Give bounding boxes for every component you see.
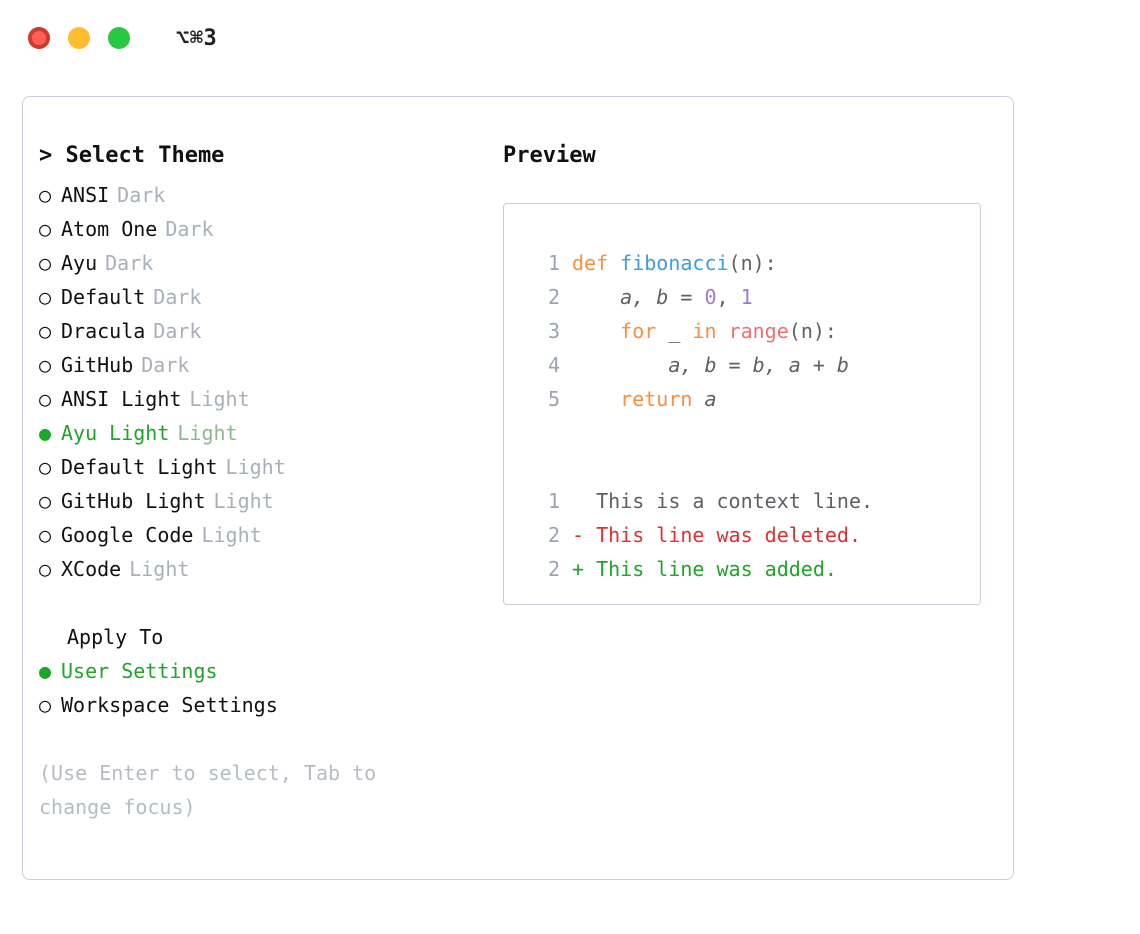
- theme-label: Atom One: [61, 217, 158, 241]
- theme-label: ANSI Light: [61, 387, 182, 411]
- theme-variant: Light: [177, 421, 238, 445]
- radio-icon: ○: [39, 251, 52, 275]
- close-button-icon[interactable]: [28, 27, 50, 49]
- theme-label: ANSI: [61, 183, 110, 207]
- preview-heading: Preview: [503, 143, 596, 168]
- code-line: [526, 314, 980, 348]
- code-token: [572, 382, 620, 416]
- diff-text: This line was deleted.: [584, 523, 861, 547]
- list-item[interactable]: [39, 382, 485, 416]
- code-token: a, b =: [572, 285, 705, 309]
- code-token: [717, 314, 729, 348]
- apply-option-label: Workspace Settings: [61, 693, 278, 717]
- line-number: 3: [547, 319, 560, 343]
- code-token: a: [692, 387, 717, 411]
- theme-label: Ayu: [61, 251, 98, 275]
- theme-variant: Dark: [153, 319, 202, 343]
- code-token: return: [620, 387, 693, 411]
- radio-icon-selected: ●: [39, 659, 52, 683]
- code-token: [572, 314, 620, 348]
- theme-selector-column: [23, 139, 485, 824]
- code-token: fibonacci: [620, 251, 729, 275]
- line-number: 1: [547, 489, 560, 513]
- list-item-selected[interactable]: [39, 654, 485, 688]
- theme-list: [39, 178, 485, 586]
- line-number: 2: [547, 523, 560, 547]
- list-item[interactable]: [39, 212, 485, 246]
- panel-columns: [23, 97, 1013, 824]
- code-token: (n):: [728, 251, 777, 275]
- minimize-button-icon[interactable]: [68, 27, 90, 49]
- line-number: 4: [547, 353, 560, 377]
- theme-variant: Dark: [117, 183, 166, 207]
- diff-line-context: [526, 484, 980, 518]
- code-token: def: [572, 251, 621, 275]
- theme-label: Ayu Light: [61, 421, 170, 445]
- theme-label: Dracula: [61, 319, 146, 343]
- diff-line-added: [526, 552, 980, 586]
- code-line: [526, 382, 980, 416]
- radio-icon: ○: [39, 353, 52, 377]
- radio-icon: ○: [39, 387, 52, 411]
- radio-icon: ○: [39, 489, 52, 513]
- code-token: 0: [704, 285, 717, 309]
- theme-variant: Dark: [105, 251, 154, 275]
- radio-icon: ○: [39, 183, 52, 207]
- code-token: range: [728, 319, 789, 343]
- list-item[interactable]: [39, 552, 485, 586]
- theme-label: GitHub Light: [61, 489, 206, 513]
- theme-label: XCode: [61, 557, 122, 581]
- theme-variant: Light: [225, 455, 286, 479]
- code-token: _: [656, 319, 693, 343]
- code-token: ,: [716, 285, 741, 309]
- list-item-selected[interactable]: [39, 416, 485, 450]
- preview-box: [503, 203, 981, 605]
- preview-column: [485, 139, 1013, 824]
- diff-line-deleted: [526, 518, 980, 552]
- theme-label: Google Code: [61, 523, 194, 547]
- list-item[interactable]: [39, 314, 485, 348]
- code-token: a, b = b, a + b: [572, 353, 849, 377]
- list-item[interactable]: [39, 280, 485, 314]
- theme-variant: Dark: [153, 285, 202, 309]
- keyboard-hint-text: (Use Enter to select, Tab to change focus): [39, 761, 389, 819]
- window-title: ⌥⌘3: [176, 25, 218, 51]
- radio-icon-selected: ●: [39, 421, 52, 445]
- list-item[interactable]: [39, 688, 485, 722]
- theme-variant: Light: [213, 489, 274, 513]
- apply-option-label: User Settings: [61, 659, 218, 683]
- radio-icon: ○: [39, 319, 52, 343]
- theme-label: GitHub: [61, 353, 134, 377]
- code-token: for: [620, 319, 657, 343]
- line-number: 2: [547, 285, 560, 309]
- line-number: 1: [547, 251, 560, 275]
- theme-variant: Light: [189, 387, 250, 411]
- select-theme-heading: > Select Theme: [39, 143, 225, 168]
- theme-variant: Light: [129, 557, 190, 581]
- list-item[interactable]: [39, 450, 485, 484]
- diff-marker: +: [572, 557, 585, 581]
- line-number: 5: [547, 387, 560, 411]
- radio-icon: ○: [39, 557, 52, 581]
- list-item[interactable]: [39, 484, 485, 518]
- line-number: 2: [547, 557, 560, 581]
- diff-marker: [572, 484, 584, 518]
- apply-to-list: [39, 654, 485, 722]
- spacer: [526, 450, 980, 484]
- title-bar: [0, 0, 1140, 76]
- list-item[interactable]: [39, 348, 485, 382]
- zoom-button-icon[interactable]: [108, 27, 130, 49]
- apply-to-heading: Apply To: [67, 625, 164, 649]
- radio-icon: ○: [39, 693, 52, 717]
- main-panel: [22, 96, 1014, 880]
- diff-marker: -: [572, 523, 585, 547]
- theme-variant: Dark: [165, 217, 214, 241]
- code-line: [526, 348, 980, 382]
- code-line: [526, 280, 980, 314]
- spacer: [39, 586, 485, 620]
- radio-icon: ○: [39, 523, 52, 547]
- list-item[interactable]: [39, 178, 485, 212]
- list-item[interactable]: [39, 246, 485, 280]
- code-token: in: [692, 319, 717, 343]
- spacer: [526, 416, 980, 450]
- theme-variant: Dark: [141, 353, 190, 377]
- diff-text: This is a context line.: [584, 489, 874, 513]
- theme-label: Default: [61, 285, 146, 309]
- radio-icon: ○: [39, 285, 52, 309]
- radio-icon: ○: [39, 455, 52, 479]
- code-token: 1: [740, 285, 753, 309]
- diff-text: This line was added.: [584, 557, 837, 581]
- theme-label: Default Light: [61, 455, 218, 479]
- code-token: (n):: [788, 319, 837, 343]
- list-item[interactable]: [39, 518, 485, 552]
- code-line: [526, 246, 980, 280]
- theme-variant: Light: [201, 523, 262, 547]
- radio-icon: ○: [39, 217, 52, 241]
